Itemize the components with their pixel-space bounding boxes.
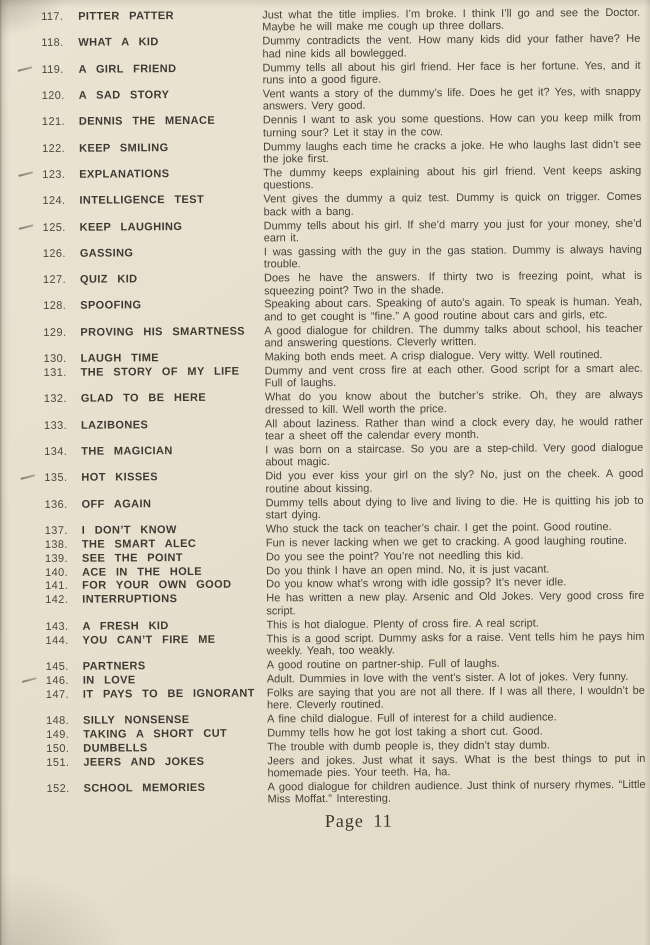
catalog-entry bbox=[0, 389, 650, 418]
entry-title: EXPLANATIONS bbox=[79, 167, 170, 181]
entry-title: PITTER PATTER bbox=[78, 10, 174, 23]
entry-description: Fun is never lacking when we get to cracking. A good laughing routine. bbox=[265, 534, 627, 550]
entry-description: A good dialogue for children audience. Just think of nursery rhymes. “Little Miss Moffat.” Interesting. bbox=[267, 778, 646, 806]
catalog-entry bbox=[0, 322, 649, 351]
entry-heading bbox=[0, 392, 265, 406]
entry-title: INTELLIGENCE TEST bbox=[79, 194, 205, 207]
entry-title: THE STORY OF MY LIFE bbox=[80, 365, 240, 379]
entry-title: IN LOVE bbox=[82, 674, 136, 687]
entry-description: Dummy contradicts the vent. How many kids did your father have? He had nine kids all bowlegged. bbox=[262, 33, 641, 61]
entry-description: Jeers and jokes. Just what it says. What is the best things to put in homemade pies. Your teeth. Ha, ha. bbox=[267, 752, 646, 780]
entry-title: TAKING A SHORT CUT bbox=[83, 727, 228, 741]
entry-description: I was gassing with the guy in the gas station. Dummy is always having trouble. bbox=[263, 243, 642, 271]
entry-description: Dummy laughs each time he cracks a joke. He who laughs last didn’t see the joke first. bbox=[263, 138, 642, 166]
entry-number: 150. bbox=[46, 742, 70, 755]
entry-title: SEE THE POINT bbox=[81, 551, 183, 565]
catalog-entry bbox=[0, 442, 650, 471]
page-content bbox=[0, 7, 650, 834]
entry-heading bbox=[1, 523, 266, 537]
entry-description: Making both ends meet. A crisp dialogue. Very witty. Well routined. bbox=[264, 349, 603, 364]
entry-heading bbox=[3, 781, 268, 795]
entry-number: 140. bbox=[45, 566, 69, 579]
entry-title: HOT KISSES bbox=[81, 471, 159, 484]
entry-description: This is a good script. Dummy asks for a raise. Vent tells him he pays him weekly. Yeah, too weakly. bbox=[266, 630, 645, 658]
entry-title: OFF AGAIN bbox=[81, 497, 152, 511]
entry-heading bbox=[0, 62, 263, 76]
entry-number: 148. bbox=[46, 714, 70, 727]
catalog-entry bbox=[0, 468, 650, 497]
entry-heading bbox=[0, 141, 263, 155]
entry-description: Do you know what’s wrong with idle gossip? It’s never idle. bbox=[266, 576, 567, 591]
entry-title: GASSING bbox=[79, 247, 134, 260]
entry-number: 139. bbox=[44, 552, 69, 565]
entry-title: PROVING HIS SMARTNESS bbox=[80, 325, 246, 339]
entry-heading bbox=[0, 299, 264, 313]
entry-title: SPOOFING bbox=[80, 299, 142, 313]
entry-description: Speaking about cars. Speaking of auto’s again. To speak is human. Yeah, and to get cought is “fine.” A good routine about cars and girls, etc. bbox=[264, 296, 643, 324]
entry-number: 151. bbox=[46, 756, 70, 769]
entry-heading bbox=[0, 471, 265, 485]
entry-number: 146. bbox=[45, 674, 69, 687]
entry-heading bbox=[2, 755, 267, 769]
entry-number: 127. bbox=[42, 273, 67, 287]
entry-heading bbox=[0, 115, 263, 129]
entry-description: Folks are saying that you are not all there. If I was all there, I wouldn’t be here. Cleverly routined. bbox=[266, 684, 645, 712]
entry-description: A good dialogue for children. The dummy talks about school, his teacher and answering questions. Cleverly written. bbox=[264, 322, 643, 350]
entry-title: A FRESH KID bbox=[82, 619, 169, 633]
entry-number: 129. bbox=[43, 326, 67, 339]
entry-number: 135. bbox=[44, 472, 68, 485]
entry-number: 123. bbox=[42, 168, 66, 181]
entry-title: THE MAGICIAN bbox=[81, 444, 173, 458]
entry-number: 134. bbox=[44, 445, 68, 458]
entry-heading bbox=[1, 633, 266, 647]
catalog-entry bbox=[0, 363, 650, 392]
entry-description: Dummy and vent cross fire at each other. Good script for a smart alec. Full of laughs. bbox=[264, 362, 643, 390]
entry-number: 138. bbox=[44, 538, 68, 551]
entry-number: 136. bbox=[44, 498, 68, 511]
entry-heading bbox=[2, 673, 267, 687]
catalog-entry bbox=[0, 7, 647, 36]
entry-title: THE SMART ALEC bbox=[81, 537, 197, 551]
entry-title: INTERRUPTIONS bbox=[82, 593, 178, 607]
entry-title: DUMBELLS bbox=[83, 742, 148, 755]
catalog-entry bbox=[0, 415, 650, 444]
entry-description: Adult. Dummies in love with the vent’s sister. A lot of jokes. Very funny. bbox=[266, 670, 629, 686]
catalog-entry bbox=[0, 244, 649, 273]
entry-heading bbox=[0, 220, 264, 234]
entry-description: The trouble with dumb people is, they didn’t stay dumb. bbox=[267, 739, 550, 754]
entry-heading bbox=[0, 325, 264, 339]
entry-number: 141. bbox=[45, 580, 69, 593]
entry-description: Vent gives the dummy a quiz test. Dummy is quick on trigger. Comes back with a bang. bbox=[263, 190, 642, 219]
catalog-entry bbox=[1, 590, 650, 619]
catalog-entry bbox=[2, 684, 650, 713]
entry-title: I DON’T KNOW bbox=[81, 523, 177, 537]
entry-number: 118. bbox=[41, 37, 64, 50]
entry-title: LAZIBONES bbox=[80, 418, 149, 432]
entry-number: 143. bbox=[45, 620, 69, 633]
entry-description: Dennis I want to ask you some questions. How can you keep milk from turning sour? Let it stay in the cow. bbox=[262, 112, 641, 140]
entry-heading bbox=[1, 593, 266, 607]
entry-title: KEEP LAUGHING bbox=[79, 220, 183, 234]
entry-number: 128. bbox=[43, 300, 67, 313]
entry-description: This is hot dialogue. Plenty of cross fire. A real script. bbox=[266, 617, 539, 632]
entry-heading bbox=[2, 659, 267, 673]
entry-number: 147. bbox=[45, 688, 69, 701]
entry-description: Dummy tells about dying to live and living to die. He is quitting his job to start dying. bbox=[265, 494, 644, 522]
entry-description: Just what the title implies. I’m broke. I think I’ll go and see the Doctor. Maybe he will make me cough up three dollars. bbox=[262, 6, 641, 34]
entry-number: 137. bbox=[44, 524, 68, 537]
page-number: Page 11 bbox=[324, 810, 393, 831]
entry-heading bbox=[1, 565, 266, 579]
catalog-entry bbox=[0, 86, 648, 115]
catalog-entry bbox=[2, 752, 650, 781]
entry-heading bbox=[0, 194, 264, 208]
catalog-entry bbox=[0, 191, 649, 220]
entry-description: Dummy tells how he got lost taking a short cut. Good. bbox=[267, 725, 543, 740]
catalog-entry bbox=[3, 779, 650, 808]
catalog-entry bbox=[0, 165, 648, 194]
entry-title: YOU CAN’T FIRE ME bbox=[82, 633, 216, 647]
entry-title: KEEP SMILING bbox=[79, 141, 169, 155]
entry-number: 121. bbox=[41, 116, 65, 129]
entry-number: 131. bbox=[43, 366, 67, 379]
entry-title: WHAT A KID bbox=[78, 36, 159, 50]
entry-description: I was born on a staircase. So you are a step-child. Very good dialogue about magic. bbox=[265, 441, 644, 469]
entry-description: He has written a new play. Arsenic and Old Jokes. Very good cross fire script. bbox=[266, 590, 645, 618]
entry-description: Dummy tells about his girl. If she’d marry you just for your money, she’d earn it. bbox=[263, 217, 642, 245]
entry-heading bbox=[0, 167, 263, 181]
entry-title: GLAD TO BE HERE bbox=[80, 392, 207, 405]
catalog-entry bbox=[0, 296, 649, 325]
entry-number: 126. bbox=[42, 247, 66, 260]
entry-title: JEERS AND JOKES bbox=[83, 755, 205, 769]
entry-description: Does he have the answers. If thirty two is freezing point, what is squeezing point? Two in the shade. bbox=[263, 269, 643, 297]
entry-heading bbox=[0, 351, 265, 365]
entry-heading bbox=[0, 36, 262, 50]
entry-description: Do you think I have an open mind. No, it is just vacant. bbox=[266, 562, 550, 577]
entry-title: QUIZ KID bbox=[79, 273, 138, 286]
entry-heading bbox=[1, 551, 266, 565]
entry-description: The dummy keeps explaining about his girl friend. Vent keeps asking questions. bbox=[263, 164, 642, 192]
entry-number: 144. bbox=[45, 634, 69, 647]
entry-heading bbox=[1, 497, 266, 511]
catalog-entry bbox=[1, 494, 650, 523]
entry-heading bbox=[0, 9, 262, 23]
entry-title: A GIRL FRIEND bbox=[78, 62, 177, 76]
entry-title: SILLY NONSENSE bbox=[83, 713, 190, 727]
catalog-entry bbox=[0, 33, 647, 62]
entry-number: 130. bbox=[43, 352, 67, 366]
entry-title: FOR YOUR OWN GOOD bbox=[82, 579, 232, 593]
entry-heading bbox=[2, 713, 267, 727]
entry-description: Do you see the point? You’re not needling this kid. bbox=[265, 549, 524, 564]
entry-heading bbox=[1, 579, 266, 593]
entry-heading bbox=[0, 444, 265, 458]
entry-heading bbox=[2, 687, 267, 701]
entry-heading bbox=[0, 88, 263, 102]
entry-heading bbox=[0, 273, 264, 287]
entry-title: LAUGH TIME bbox=[80, 352, 160, 365]
entry-heading bbox=[0, 246, 264, 260]
entries-list bbox=[0, 7, 650, 808]
entry-description: A good routine on partner-ship. Full of laughs. bbox=[266, 657, 500, 672]
entry-number: 124. bbox=[42, 194, 66, 208]
entry-heading bbox=[2, 727, 267, 741]
entry-title: DENNIS THE MENACE bbox=[78, 115, 216, 128]
entry-description: Vent wants a story of the dummy’s life. Does he get it? Yes, with snappy answers. Very good. bbox=[262, 85, 641, 113]
entry-description: All about laziness. Rather than wind a clock every day, he would rather tear a sheet off the calendar every month. bbox=[264, 415, 644, 443]
entry-number: 142. bbox=[45, 594, 69, 607]
catalog-entry bbox=[0, 138, 648, 167]
entry-description: Who stuck the tack on teacher’s chair. I get the point. Good routine. bbox=[265, 520, 612, 536]
entry-description: Did you ever kiss your girl on the sly? No, just on the cheek. A good routine about kissing. bbox=[265, 467, 644, 496]
entry-heading bbox=[1, 537, 266, 551]
entry-number: 120. bbox=[41, 89, 65, 102]
entry-heading bbox=[0, 365, 265, 379]
catalog-entry bbox=[0, 59, 648, 88]
entry-number: 152. bbox=[46, 782, 70, 796]
entry-title: A SAD STORY bbox=[78, 89, 170, 102]
entry-heading bbox=[1, 619, 266, 633]
entry-title: ACE IN THE HOLE bbox=[82, 565, 203, 579]
entry-number: 117. bbox=[41, 10, 64, 23]
entry-number: 133. bbox=[43, 419, 68, 432]
catalog-entry bbox=[0, 217, 649, 246]
catalog-entry bbox=[1, 630, 650, 659]
entry-number: 122. bbox=[42, 142, 66, 155]
entry-title: IT PAYS TO BE IGNORANT bbox=[82, 687, 255, 701]
entry-number: 149. bbox=[46, 728, 70, 741]
entry-title: SCHOOL MEMORIES bbox=[83, 781, 206, 795]
entry-description: What do you know about the butcher’s strike. Oh, they are always dressed to kill. Well worth the price. bbox=[264, 389, 643, 417]
entry-title: PARTNERS bbox=[82, 660, 146, 673]
entry-number: 145. bbox=[45, 660, 69, 673]
catalog-entry bbox=[0, 270, 649, 299]
entry-number: 125. bbox=[42, 221, 66, 234]
entry-heading bbox=[0, 418, 265, 432]
entry-number: 132. bbox=[43, 393, 67, 406]
catalog-entry bbox=[0, 112, 648, 141]
entry-heading bbox=[2, 741, 267, 755]
entry-number: 119. bbox=[41, 63, 64, 76]
entry-description: Dummy tells all about his girl friend. Her face is her fortune. Yes, and it runs into a good figure. bbox=[262, 59, 641, 87]
entry-description: A fine child dialogue. Full of interest for a child audience. bbox=[267, 711, 557, 726]
